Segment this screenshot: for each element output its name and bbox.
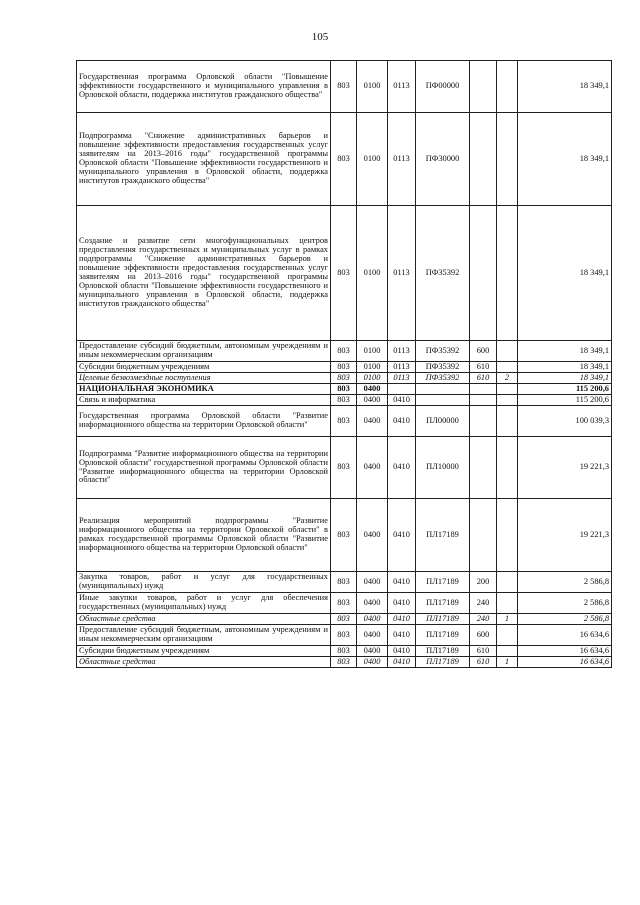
ministry-code-cell: 803	[331, 395, 357, 406]
expense-type-code-cell: 240	[470, 593, 497, 614]
funding-source-cell	[497, 572, 518, 593]
subsection-code-cell: 0410	[388, 572, 416, 593]
table-row	[77, 113, 612, 206]
ministry-code-cell: 803	[331, 206, 357, 341]
subsection-code-cell: 0113	[388, 341, 416, 362]
subsection-code-cell: 0410	[388, 646, 416, 657]
section-code-cell: 0400	[357, 572, 388, 593]
table-row	[77, 384, 612, 395]
amount-cell: 19 221,3	[518, 437, 612, 499]
funding-source-cell: 1	[497, 657, 518, 668]
amount-cell: 2 586,8	[518, 572, 612, 593]
subsection-code-cell	[388, 384, 416, 395]
table-row	[77, 206, 612, 341]
expense-type-code-cell	[470, 206, 497, 341]
table-row	[77, 625, 612, 646]
target-article-code-cell: ПФ00000	[416, 61, 470, 113]
row-name-cell: Областные средства	[77, 614, 331, 625]
target-article-code-cell: ПФ35392	[416, 373, 470, 384]
target-article-code-cell: ПФ35392	[416, 341, 470, 362]
target-article-code-cell: ПФ35392	[416, 362, 470, 373]
funding-source-cell	[497, 61, 518, 113]
funding-source-cell	[497, 437, 518, 499]
row-name-cell: Субсидии бюджетным учреждениям	[77, 646, 331, 657]
row-name-cell: Государственная программа Орловской области "Развитие информационного общества на территории Орловской области"	[77, 406, 331, 437]
amount-cell: 2 586,8	[518, 593, 612, 614]
funding-source-cell	[497, 206, 518, 341]
ministry-code-cell: 803	[331, 61, 357, 113]
section-code-cell: 0400	[357, 499, 388, 572]
subsection-code-cell: 0410	[388, 625, 416, 646]
table-row	[77, 395, 612, 406]
ministry-code-cell: 803	[331, 625, 357, 646]
subsection-code-cell: 0410	[388, 593, 416, 614]
subsection-code-cell: 0410	[388, 657, 416, 668]
expense-type-code-cell: 610	[470, 362, 497, 373]
ministry-code-cell: 803	[331, 113, 357, 206]
ministry-code-cell: 803	[331, 341, 357, 362]
row-name-cell: Государственная программа Орловской области "Повышение эффективности государственного и муниципального управления в Орловской области, поддержка институтов гражданского общества"	[77, 61, 331, 113]
table-row	[77, 572, 612, 593]
target-article-code-cell: ПЛ17189	[416, 499, 470, 572]
funding-source-cell	[497, 499, 518, 572]
funding-source-cell: 1	[497, 614, 518, 625]
row-name-cell: Подпрограмма "Снижение административных барьеров и повышение эффективности предоставления государственных услуг заявителям на 2013–2016 годы" государственной программы Орловской области "Повышение эффективности государственного и муниципального управления в Орловской области, поддержка институтов гражданского общества"	[77, 113, 331, 206]
ministry-code-cell: 803	[331, 437, 357, 499]
target-article-code-cell: ПЛ00000	[416, 406, 470, 437]
expense-type-code-cell: 600	[470, 341, 497, 362]
expense-type-code-cell	[470, 113, 497, 206]
section-code-cell: 0400	[357, 614, 388, 625]
ministry-code-cell: 803	[331, 614, 357, 625]
section-code-cell: 0100	[357, 362, 388, 373]
row-name-cell: Связь и информатика	[77, 395, 331, 406]
section-code-cell: 0100	[357, 373, 388, 384]
section-code-cell: 0400	[357, 593, 388, 614]
section-code-cell: 0400	[357, 646, 388, 657]
ministry-code-cell: 803	[331, 406, 357, 437]
row-name-cell: Предоставление субсидий бюджетным, автономным учреждениям и иным некоммерческим организациям	[77, 341, 331, 362]
amount-cell: 18 349,1	[518, 113, 612, 206]
table-row	[77, 593, 612, 614]
section-code-cell: 0100	[357, 61, 388, 113]
amount-cell: 16 634,6	[518, 657, 612, 668]
funding-source-cell	[497, 646, 518, 657]
target-article-code-cell: ПЛ17189	[416, 572, 470, 593]
subsection-code-cell: 0113	[388, 113, 416, 206]
funding-source-cell	[497, 362, 518, 373]
amount-cell: 18 349,1	[518, 341, 612, 362]
amount-cell: 115 200,6	[518, 384, 612, 395]
funding-source-cell	[497, 625, 518, 646]
row-name-cell: Целевые безвозмездные поступления	[77, 373, 331, 384]
subsection-code-cell: 0113	[388, 206, 416, 341]
expense-type-code-cell: 240	[470, 614, 497, 625]
section-code-cell: 0100	[357, 341, 388, 362]
expense-type-code-cell	[470, 437, 497, 499]
target-article-code-cell: ПФ30000	[416, 113, 470, 206]
funding-source-cell	[497, 406, 518, 437]
target-article-code-cell: ПЛ10000	[416, 437, 470, 499]
expense-type-code-cell	[470, 395, 497, 406]
expense-type-code-cell	[470, 384, 497, 395]
page-number: 105	[311, 31, 329, 43]
table-row	[77, 406, 612, 437]
row-name-cell: Субсидии бюджетным учреждениям	[77, 362, 331, 373]
ministry-code-cell: 803	[331, 657, 357, 668]
funding-source-cell	[497, 395, 518, 406]
section-code-cell: 0400	[357, 406, 388, 437]
amount-cell: 19 221,3	[518, 499, 612, 572]
amount-cell: 100 039,3	[518, 406, 612, 437]
table-row	[77, 499, 612, 572]
subsection-code-cell: 0410	[388, 437, 416, 499]
row-name-cell: Реализация мероприятий подпрограммы "Развитие информационного общества на территории Орловской области" в рамках государственной программы Орловской области "Развитие информационного общества на территории Орловской области"	[77, 499, 331, 572]
ministry-code-cell: 803	[331, 646, 357, 657]
amount-cell: 16 634,6	[518, 625, 612, 646]
ministry-code-cell: 803	[331, 384, 357, 395]
expense-type-code-cell	[470, 499, 497, 572]
section-code-cell: 0400	[357, 625, 388, 646]
table-row	[77, 657, 612, 668]
subsection-code-cell: 0113	[388, 373, 416, 384]
expense-type-code-cell: 610	[470, 373, 497, 384]
section-code-cell: 0400	[357, 384, 388, 395]
funding-source-cell	[497, 593, 518, 614]
table-row	[77, 646, 612, 657]
row-name-cell: Создание и развитие сети многофункциональных центров предоставления государственных и муниципальных услуг в рамках подпрограммы "Снижение административных барьеров и повышение эффективности предоставления государственных услуг заявителям на 2013–2016 годы" государственной программы Орловской области "Повышение эффективности государственного и муниципального управления в Орловской области, поддержка институтов гражданского общества"	[77, 206, 331, 341]
section-code-cell: 0400	[357, 437, 388, 499]
funding-source-cell	[497, 384, 518, 395]
subsection-code-cell: 0410	[388, 614, 416, 625]
subsection-code-cell: 0410	[388, 395, 416, 406]
amount-cell: 115 200,6	[518, 395, 612, 406]
amount-cell: 18 349,1	[518, 206, 612, 341]
row-name-cell: Закупка товаров, работ и услуг для государственных (муниципальных) нужд	[77, 572, 331, 593]
table-row	[77, 614, 612, 625]
subsection-code-cell: 0113	[388, 61, 416, 113]
target-article-code-cell	[416, 395, 470, 406]
target-article-code-cell: ПЛ17189	[416, 614, 470, 625]
target-article-code-cell: ПЛ17189	[416, 625, 470, 646]
table-row	[77, 362, 612, 373]
target-article-code-cell: ПФ35392	[416, 206, 470, 341]
amount-cell: 16 634,6	[518, 646, 612, 657]
expense-type-code-cell: 610	[470, 657, 497, 668]
expense-type-code-cell	[470, 406, 497, 437]
expense-type-code-cell: 200	[470, 572, 497, 593]
amount-cell: 18 349,1	[518, 373, 612, 384]
row-name-cell: Областные средства	[77, 657, 331, 668]
target-article-code-cell	[416, 384, 470, 395]
budget-table	[76, 60, 612, 668]
ministry-code-cell: 803	[331, 362, 357, 373]
funding-source-cell	[497, 341, 518, 362]
subsection-code-cell: 0113	[388, 362, 416, 373]
section-code-cell: 0100	[357, 113, 388, 206]
ministry-code-cell: 803	[331, 593, 357, 614]
expense-type-code-cell: 610	[470, 646, 497, 657]
table-row	[77, 373, 612, 384]
row-name-cell: НАЦИОНАЛЬНАЯ ЭКОНОМИКА	[77, 384, 331, 395]
table-row	[77, 341, 612, 362]
funding-source-cell: 2	[497, 373, 518, 384]
target-article-code-cell: ПЛ17189	[416, 657, 470, 668]
section-code-cell: 0100	[357, 206, 388, 341]
subsection-code-cell: 0410	[388, 406, 416, 437]
table-row	[77, 437, 612, 499]
subsection-code-cell: 0410	[388, 499, 416, 572]
expense-type-code-cell	[470, 61, 497, 113]
funding-source-cell	[497, 113, 518, 206]
row-name-cell: Подпрограмма "Развитие информационного общества на территории Орловской области" государственной программы Орловской области "Развитие информационного общества на территории Орловской области"	[77, 437, 331, 499]
ministry-code-cell: 803	[331, 373, 357, 384]
budget-table-body	[77, 61, 612, 668]
section-code-cell: 0400	[357, 657, 388, 668]
amount-cell: 18 349,1	[518, 362, 612, 373]
row-name-cell: Предоставление субсидий бюджетным, автономным учреждениям и иным некоммерческим организациям	[77, 625, 331, 646]
section-code-cell: 0400	[357, 395, 388, 406]
target-article-code-cell: ПЛ17189	[416, 593, 470, 614]
amount-cell: 2 586,8	[518, 614, 612, 625]
ministry-code-cell: 803	[331, 499, 357, 572]
amount-cell: 18 349,1	[518, 61, 612, 113]
expense-type-code-cell: 600	[470, 625, 497, 646]
ministry-code-cell: 803	[331, 572, 357, 593]
table-row	[77, 61, 612, 113]
row-name-cell: Иные закупки товаров, работ и услуг для обеспечения государственных (муниципальных) нужд	[77, 593, 331, 614]
target-article-code-cell: ПЛ17189	[416, 646, 470, 657]
